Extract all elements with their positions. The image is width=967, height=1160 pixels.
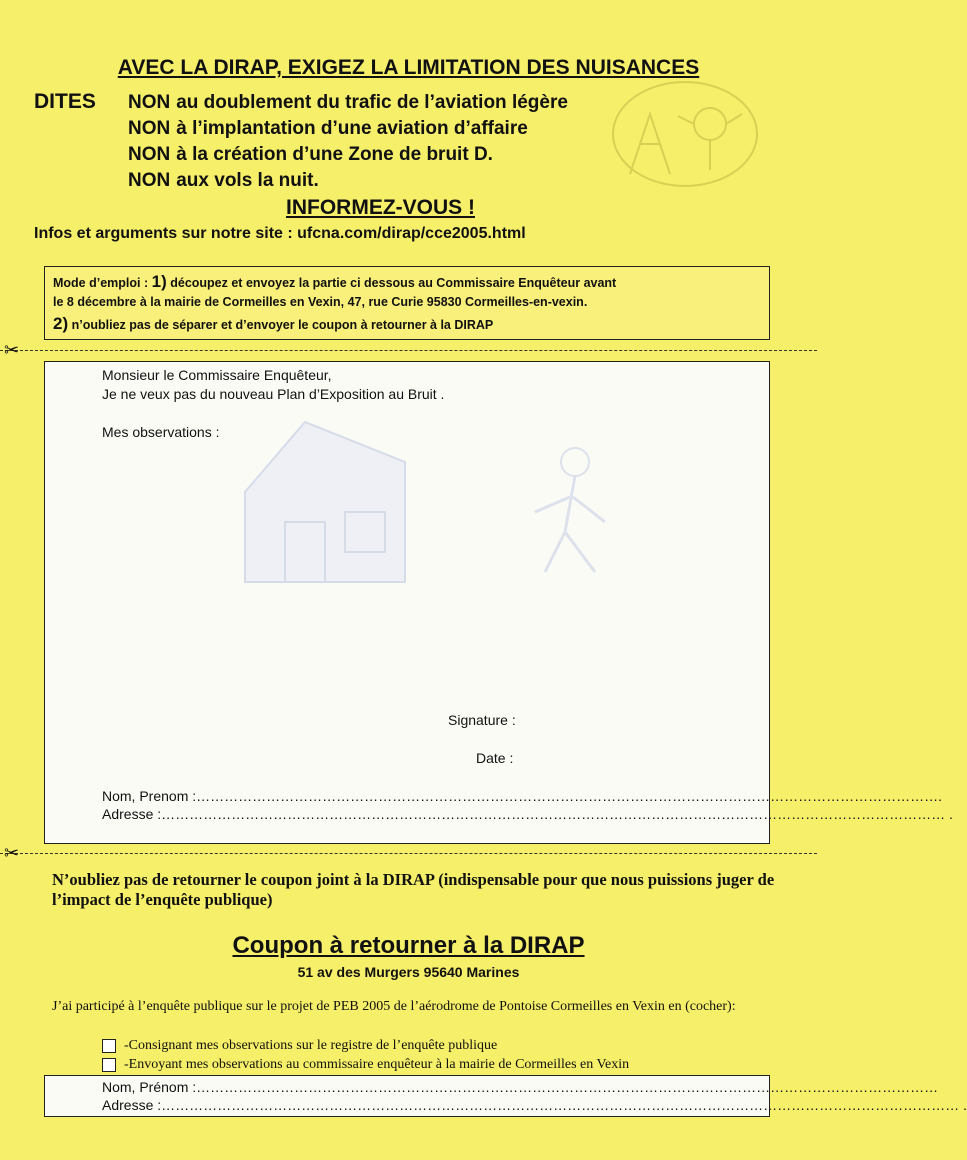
- coupon-name-field[interactable]: Nom, Prénom :……………………………………………………………………………………………………………………………………………: [102, 1079, 939, 1095]
- scissors-icon: ✂: [4, 340, 20, 360]
- signature-field[interactable]: Signature :: [448, 712, 516, 728]
- observations-field[interactable]: [102, 438, 752, 698]
- coupon-title: Coupon à retourner à la DIRAP: [232, 932, 585, 959]
- infos-website: Infos et arguments sur notre site : ufcna.com/dirap/cce2005.html: [34, 225, 526, 242]
- coupon-address-field[interactable]: Adresse :……………………………………………………………………………………………………………………………………………………… .: [102, 1097, 967, 1113]
- coupon-identity-box: [44, 1075, 967, 1117]
- dirap-logo-watermark: [590, 74, 760, 194]
- instructions-box: [44, 266, 770, 340]
- statement: Je ne veux pas du nouveau Plan d’Exposition au Bruit .: [102, 386, 445, 402]
- date-field[interactable]: Date :: [476, 750, 514, 766]
- instructions-step1: Mode d’emploi : 1) découpez et envoyez la partie ci dessous au Commissaire Enquêteur avant: [53, 272, 617, 291]
- dites-label: DITES: [34, 90, 96, 113]
- coupon-address: 51 av des Murgers 95640 Marines: [297, 964, 520, 980]
- checkbox[interactable]: [102, 1039, 116, 1053]
- non-item: NON au doublement du trafic de l’aviation légère: [128, 92, 568, 113]
- cut-line: [0, 853, 817, 854]
- headline: AVEC LA DIRAP, EXIGEZ LA LIMITATION DES NUISANCES: [117, 56, 700, 79]
- informez-heading: INFORMEZ-VOUS !: [286, 196, 475, 219]
- cut-line: [0, 350, 817, 351]
- option-commissaire[interactable]: -Envoyant mes observations au commissaire enquêteur à la mairie de Cormeilles en Vexin: [102, 1057, 629, 1073]
- option-registre[interactable]: -Consignant mes observations sur le registre de l’enquête publique: [102, 1038, 497, 1054]
- salutation: Monsieur le Commissaire Enquêteur,: [102, 367, 332, 383]
- letter-form: [44, 361, 953, 844]
- instructions-step1-address: le 8 décembre à la mairie de Cormeilles en Vexin, 47, rue Curie 95830 Cormeilles-en-vexin.: [53, 295, 588, 309]
- reminder-text: N’oubliez pas de retourner le coupon joint à la DIRAP (indispensable pour que nous puissions juger de l’impact de l’enquête publique): [52, 870, 775, 909]
- address-field[interactable]: Adresse :…………………………………………………………………………………………………………………………………………………… .: [102, 806, 953, 822]
- observations-label: Mes observations :: [102, 424, 220, 440]
- instructions-step2: 2) n’oubliez pas de séparer et d’envoyer le coupon à retourner à la DIRAP: [53, 314, 494, 333]
- checkbox[interactable]: [102, 1058, 116, 1072]
- scissors-icon: ✂: [4, 843, 20, 863]
- non-item: NON à la création d’une Zone de bruit D.: [128, 144, 493, 165]
- participation-statement: J’ai participé à l’enquête publique sur le projet de PEB 2005 de l’aérodrome de Pontoise Cormeilles en Vexin en (cocher):: [52, 999, 736, 1014]
- name-field[interactable]: Nom, Prenom :…………………………………………………………………………………………………………………………………………….: [102, 788, 943, 804]
- non-item: NON aux vols la nuit.: [128, 170, 319, 191]
- non-item: NON à l’implantation d’une aviation d’affaire: [128, 118, 528, 139]
